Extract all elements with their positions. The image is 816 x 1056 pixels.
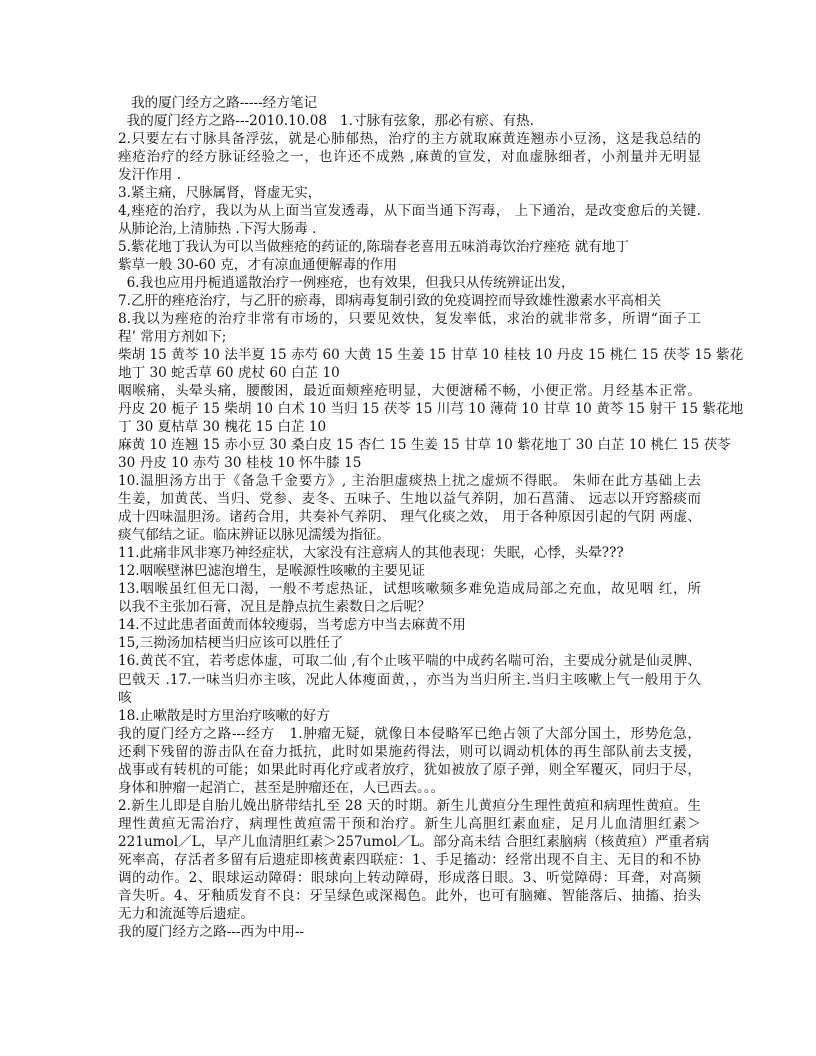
text-line: 13.咽喉虽红但无口渴，一般不考虑热证，试想咳嗽频多难免造成局部之充血，故见咽 红，所 <box>118 581 701 598</box>
text-line: 从肺论治,上清肺热 .下泻大肠毒 . <box>118 221 317 238</box>
text-line: 3.紧主痛，尺脉属肾，肾虚无实， <box>118 185 322 202</box>
text-line: 11.此痛非风非寒乃神经症状，大家没有注意病人的其他表现：失眠，心悸，头晕??? <box>118 545 624 562</box>
text-line: 地丁 30 蛇舌草 60 虎杖 60 白芷 10 <box>118 365 340 382</box>
text-line: 4,痤疮的治疗，我以为从上面当宣发透毒，从下面当通下泻毒， 上下通治，是改变愈后的关键. <box>118 203 701 220</box>
text-line: 7.乙肝的痤疮治疗，与乙肝的瘀毒，即病毒复制引致的免疫调控而导致雄性激素水平高相关 <box>118 293 662 310</box>
text-line: 18.止嗽散是时方里治疗咳嗽的好方 <box>118 707 330 724</box>
text-line: 还剩下残留的游击队在奋力抵抗，此时如果施药得法，则可以调动机体的再生部队前去支援， <box>118 743 701 760</box>
text-line: 8.我以为痤疮的治疗非常有市场的，只要见效快，复发率低，求治的就非常多，所谓“面子工 <box>118 311 701 328</box>
text-line: 生姜，加黄芪、当归、党参、麦冬、五味子、生地以益气养阴，加石菖蒲、 远志以开窍豁痰而 <box>118 491 701 508</box>
text-line: 2.新生儿即是自胎儿娩出脐带结扎至 28 天的时期。新生儿黄疸分生理性黄疸和病理性黄疸。生 <box>118 797 701 814</box>
text-line: 6.我也应用丹栀逍遥散治疗一例痤疮，也有效果，但我只从传统辨证出发， <box>118 275 575 292</box>
text-line: 5.紫花地丁我认为可以当做痤疮的药证的,陈瑞春老喜用五味消毒饮治疗痤疮 就有地丁 <box>118 239 629 256</box>
text-line: 发汗作用 . <box>118 167 182 184</box>
text-line: 221umol／L，早产儿血清胆红素＞257umol／L。部分高未结 合胆红素脑病（核黄疸）严重者病 <box>118 833 710 850</box>
text-line: 麻黄 10 连翘 15 赤小豆 30 桑白皮 15 杏仁 15 生姜 15 甘草 10 紫花地丁 30 白芷 10 桃仁 15 茯苓 <box>118 437 731 454</box>
text-line: 丁 30 夏枯草 30 槐花 15 白芷 10 <box>118 419 327 436</box>
text-line: 我的厦门经方之路---2010.10.08 1.寸脉有弦象，那必有瘀、有热. <box>118 113 534 130</box>
text-line: 我的厦门经方之路-----经方笔记 <box>118 95 318 111</box>
text-line: 无力和流涎等后遗症。 <box>118 905 254 922</box>
text-line: 以我不主张加石膏，况且是静点抗生素数日之后呢？ <box>118 599 431 616</box>
text-line: 10.温胆汤方出于《备急千金要方》, 主治胆虚痰热上扰之虚烦不得眠。 朱师在此方基础上去 <box>118 473 701 490</box>
text-line: 14.不过此患者面黄而体较瘦弱，当考虑方中当去麻黄不用 <box>118 617 466 634</box>
text-line: 巴戟天 .17.一味当归亦主咳，况此人体瘦面黄，，亦当为当归所主.当归主咳嗽上气一般用于久 <box>118 671 701 688</box>
text-line: 30 丹皮 10 赤芍 30 桂枝 10 怀牛膝 15 <box>118 455 362 472</box>
text-line: 丹皮 20 栀子 15 柴胡 10 白术 10 当归 15 茯苓 15 川芎 10 薄荷 10 甘草 10 黄芩 15 射干 15 紫花地 <box>118 401 744 418</box>
text-line: 成十四味温胆汤。诸药合用，共奏补气养阴、 理气化痰之效， 用于各种原因引起的气阴 两虚、 <box>118 509 701 526</box>
text-line: 柴胡 15 黄芩 10 法半夏 15 赤芍 60 大黄 15 生姜 15 甘草 10 桂枝 10 丹皮 15 桃仁 15 茯苓 15 紫花 <box>118 347 744 364</box>
text-line: 咳 <box>118 689 132 706</box>
text-line: 战事或有转机的可能；如果此时再化疗或者放疗，犹如被放了原子弹，则全军覆灭，同归于尽， <box>118 761 701 778</box>
text-line: 死率高，存活者多留有后遗症即核黄素四联症：1、手足搐动：经常出现不自主、无目的和不协 <box>118 851 701 868</box>
text-line: 15,三拗汤加桔梗当归应该可以胜任了 <box>118 635 344 652</box>
text-line: 理性黄疸无需治疗，病理性黄疸需干预和治疗。新生儿高胆红素血症，足月儿血清胆红素＞ <box>118 815 701 832</box>
text-line: 身体和肿瘤一起消亡，甚至是肿瘤还在，人已西去。。。 <box>118 779 445 796</box>
text-line: 痰气郁结之证。临床辨证以脉见濡缓为指征。 <box>118 527 390 544</box>
text-line: 2.只要左右寸脉具备浮弦，就是心肺郁热，治疗的主方就取麻黄连翘赤小豆汤，这是我总结的 <box>118 131 701 148</box>
text-line: 调的动作。2、眼球运动障碍：眼球向上转动障碍，形成落日眼。3、听觉障碍：耳聋，对高频 <box>118 869 701 886</box>
text-line: 咽喉痛，头晕头痛，腰酸困，最近面颊痤疮明显，大便溏稀不畅，小便正常。月经基本正常。 <box>118 383 701 400</box>
text-line: 12.咽喉壁淋巴滤泡增生，是喉源性咳嗽的主要见证 <box>118 563 426 580</box>
text-line: 音失听。4、牙釉质发育不良：牙呈绿色或深褐色。此外，也可有脑瘫、智能落后、抽搐、抬头 <box>118 887 701 904</box>
text-line: 我的厦门经方之路---西为中用-- <box>118 923 305 940</box>
text-line: 我的厦门经方之路---经方 1.肿瘤无疑，就像日本侵略军已绝占领了大部分国土，形势危急， <box>118 725 701 742</box>
text-line: 16.黄芪不宜，若考虑体虚，可取二仙 ,有个止咳平喘的中成药名喘可治，主要成分就是仙灵脾、 <box>118 653 701 670</box>
text-line: 紫草一般 30-60 克，才有凉血通便解毒的作用 <box>118 257 397 274</box>
document-body <box>118 94 744 941</box>
text-line: 痤疮治疗的经方脉证经验之一，也许还不成熟 ,麻黄的宣发，对血虚脉细者，小剂量并无明显 <box>118 149 701 166</box>
text-line: 程’ 常用方剂如下; <box>118 329 227 346</box>
